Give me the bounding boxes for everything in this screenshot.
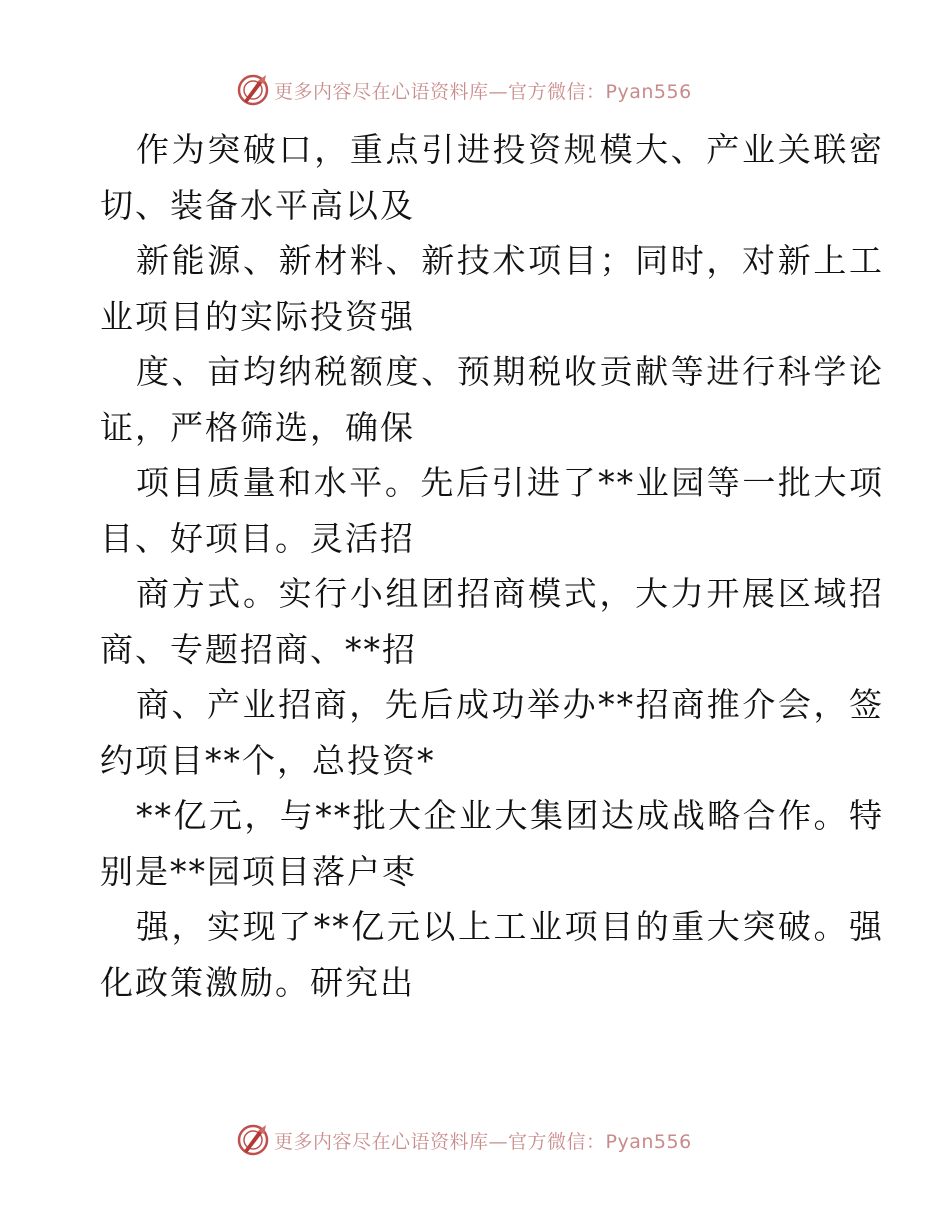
text-line-14: 别是**园项目落户枣 (100, 851, 417, 891)
text-line-16: 化政策激励。研究出 (100, 962, 415, 1002)
text-line-7: 项目质量和水平。先后引进了**业园等一批大项 (136, 463, 884, 502)
text-line-8: 目、好项目。灵活招 (100, 518, 415, 558)
banner-text (274, 77, 692, 104)
footer-watermark-banner (236, 1122, 716, 1158)
text-line-11: 商、产业招商，先后成功举办**招商推介会，签 (136, 685, 884, 724)
document-body (100, 122, 884, 1010)
quill-seal-logo-icon (236, 73, 270, 107)
text-line-15: 强，实现了**亿元以上工业项目的重大突破。强 (136, 907, 884, 946)
text-line-5: 度、亩均纳税额度、预期税收贡献等进行科学论 (136, 352, 884, 391)
banner-text-cn: 更多内容尽在心语资料库—官方微信： (274, 80, 606, 103)
banner-text (274, 1127, 692, 1154)
banner-text-cn: 更多内容尽在心语资料库—官方微信： (274, 1130, 606, 1153)
text-line-6: 证，严格筛选，确保 (100, 407, 415, 447)
text-line-3: 新能源、新材料、新技术项目；同时，对新上工 (136, 241, 884, 280)
text-line-4: 业项目的实际投资强 (100, 296, 415, 336)
text-line-13: **亿元，与**批大企业大集团达成战略合作。特 (136, 796, 884, 835)
header-watermark-banner (236, 72, 716, 108)
banner-text-wechat-id: Pyan556 (605, 80, 692, 103)
text-line-1: 作为突破口，重点引进投资规模大、产业关联密 (136, 130, 884, 169)
text-line-9: 商方式。实行小组团招商模式，大力开展区域招 (136, 574, 884, 613)
text-line-12: 约项目**个，总投资* (100, 740, 436, 780)
banner-text-wechat-id: Pyan556 (605, 1130, 692, 1153)
quill-seal-logo-icon (236, 1123, 270, 1157)
text-line-2: 切、装备水平高以及 (100, 185, 415, 225)
text-line-10: 商、专题招商、**招 (100, 629, 417, 669)
